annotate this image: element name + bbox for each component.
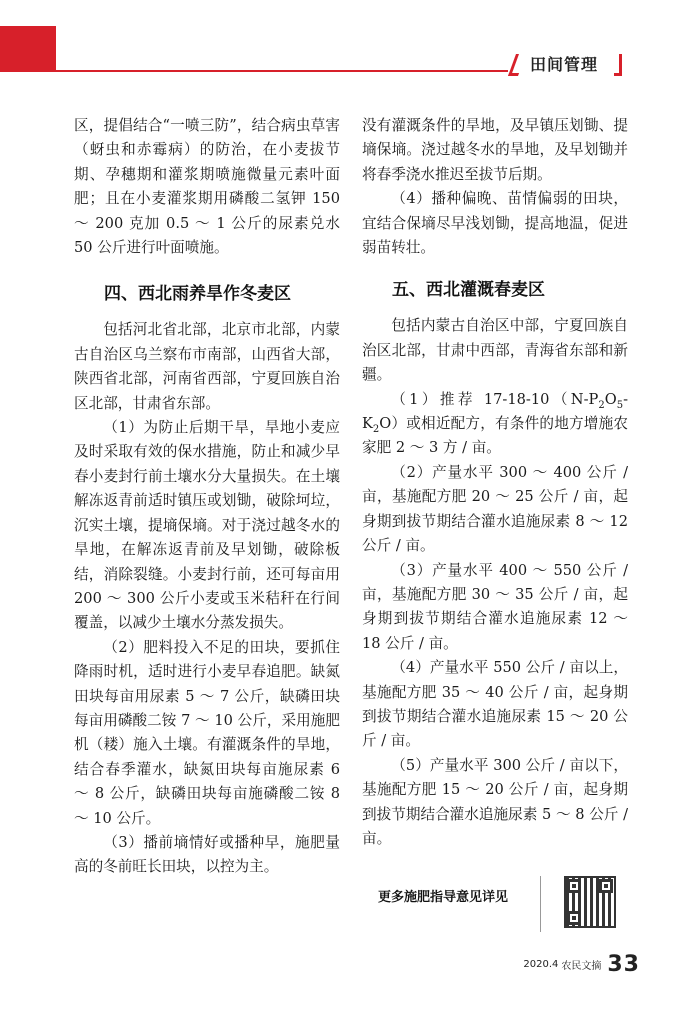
formula-part-a: （1）推荐 17-18-10（N-P (391, 390, 599, 408)
issue-date: 2020.4 (523, 959, 559, 970)
heading-section-5: 五、西北灌溉春麦区 (392, 280, 545, 301)
paragraph-4-4: （4）播种偏晚、苗情偏弱的田块，宜结合保墒尽早浅划锄，提高地温，促进弱苗转壮。 (362, 190, 628, 257)
paragraph-intro: 区，提倡结合“一喷三防”，结合病虫草害（蚜虫和赤霉病）的防治，在小麦拔节期、孕穗期和灌浆期喷施微量元素叶面肥；且在小麦灌浆期用磷酸二氢钾 150 ～ 200 克加 0.5 ～ 1 公斤的尿素兑水 50 公斤进行叶面喷施。 (74, 117, 340, 257)
paragraph-5-0: 包括内蒙古自治区中部，宁夏回族自治区北部，甘肃中西部，青海省东部和新疆。 (362, 317, 628, 384)
paragraph-4-2: （2）肥料投入不足的田块，要抓住降雨时机，适时进行小麦早春追肥。缺氮田块每亩用尿素 5 ～ 7 公斤，缺磷田块每亩用磷酸二铵 7 ～ 10 公斤，采用施肥机（耧）施入土壤。有灌溉条件的旱地，结合春季灌水，缺氮田块每亩施尿素 6 ～ 8 公斤，缺磷田块每亩施磷酸二铵 8 ～ 10 公斤。 (74, 638, 340, 827)
right-column (362, 114, 628, 851)
magazine-name: 农民文摘 (561, 961, 602, 972)
bracket-left-icon (508, 54, 526, 76)
heading-section-4: 四、西北雨养旱作冬麦区 (104, 284, 291, 305)
left-column (74, 114, 340, 880)
paragraph-continued: 没有灌溉条件的旱地，及早镇压划锄、提墒保墒。浇过越冬水的旱地，及早划锄并将春季浇水推迟至拔节后期。 (362, 117, 628, 183)
section-tag (508, 48, 624, 78)
page-number: 33 (607, 952, 640, 977)
paragraph-4-1: （1）为防止后期干旱，旱地小麦应及时采取有效的保水措施，防止和减少早春小麦封行前土壤水分大量损失。在土壤解冻返青前适时镇压或划锄，破除坷垃，沉实土壤，提墒保墒。对于浇过越冬水的旱地，在解冻返青前及早划锄，破除板结，消除裂缝。小麦封行前，还可每亩用 200 ～ 300 公斤小麦或玉米秸秆在行间覆盖，以减少土壤水分蒸发损失。 (74, 419, 340, 632)
page-footer (523, 952, 640, 977)
formula-part-b: O (604, 390, 617, 408)
paragraph-5-3: （3）产量水平 400 ～ 550 公斤 / 亩，基施配方肥 30 ～ 35 公斤 / 亩，起身期到拔节期结合灌水追施尿素 12 ～ 18 公斤 / 亩。 (362, 561, 628, 652)
paragraph-5-5: （5）产量水平 300 公斤 / 亩以下，基施配方肥 15 ～ 20 公斤 / 亩，起身期到拔节期结合灌水追施尿素 5 ～ 8 公斤 / 亩。 (362, 756, 628, 847)
section-label: 田间管理 (530, 55, 599, 74)
paragraph-5-2: （2）产量水平 300 ～ 400 公斤 / 亩，基施配方肥 20 ～ 25 公斤 / 亩，起身期到拔节期结合灌水追施尿素 8 ～ 12 公斤 / 亩。 (362, 463, 628, 555)
promo-divider (540, 876, 541, 932)
paragraph-4-3: （3）播前墒情好或播种早，施肥量高的冬前旺长田块，以控为主。 (74, 833, 340, 876)
bracket-right-icon (614, 54, 622, 76)
paragraph-4-0: 包括河北省北部，北京市北部，内蒙古自治区乌兰察布市南部，山西省大部，陕西省北部，河南省西部，宁夏回族自治区北部，甘肃省东部。 (74, 321, 340, 412)
paragraph-5-1 (362, 388, 628, 461)
header-red-block (0, 26, 56, 72)
formula-sub-2: 5 (616, 399, 624, 411)
paragraph-5-4: （4）产量水平 550 公斤 / 亩以上，基施配方肥 35 ～ 40 公斤 / 亩，起身期到拔节期结合灌水追施尿素 15 ～ 20 公斤 / 亩。 (362, 659, 628, 750)
formula-part-c: -K (362, 390, 628, 433)
qr-code-icon[interactable] (564, 876, 616, 928)
promo-text: 更多施肥指导意见详见 (378, 890, 509, 905)
formula-sub-1: 2 (598, 399, 605, 411)
formula-part-d: O）或相近配方，有条件的地方增施农家肥 2 ～ 3 方 / 亩。 (362, 415, 628, 457)
promo-box (368, 876, 628, 934)
formula-sub-3: 2 (372, 423, 380, 435)
